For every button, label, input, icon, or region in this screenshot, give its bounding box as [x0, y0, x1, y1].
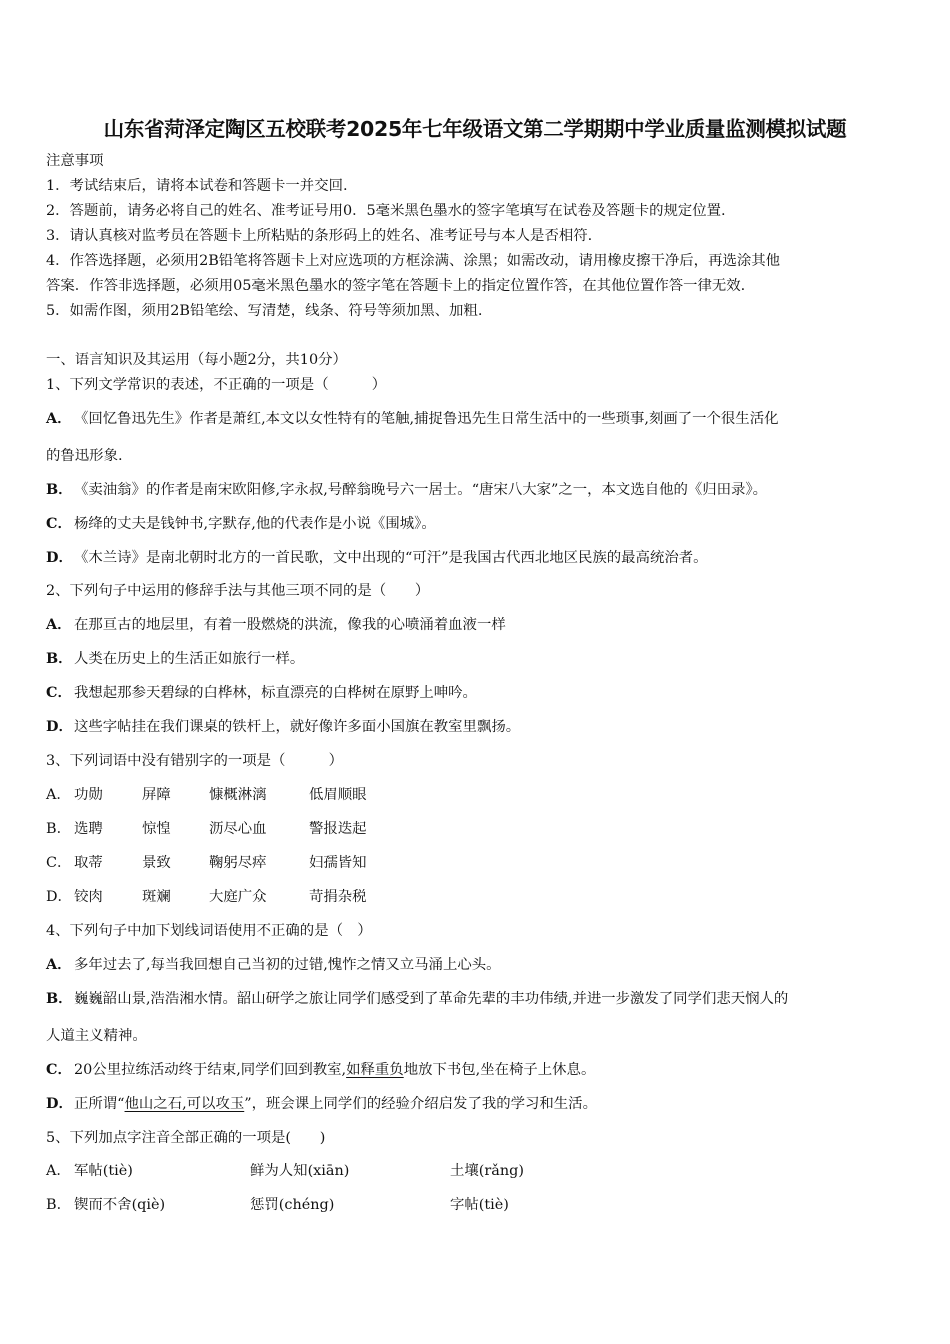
question-2-option-d: [46, 716, 910, 738]
question-1-option-a-continued: 的鲁迅形象.: [46, 448, 123, 464]
option-letter: B．: [46, 990, 73, 1007]
option-word: 屏障: [142, 787, 171, 803]
option-letter: B．: [46, 481, 73, 498]
option-letter: C．: [46, 515, 72, 532]
notice-item: 5．如需作图，须用2B铅笔绘、写清楚，线条、符号等须加黑、加粗.: [46, 303, 483, 319]
option-item: 惩罚(chéng): [250, 1197, 335, 1213]
question-5-stem: 5、下列加点字注音全部正确的一项是( ): [46, 1130, 326, 1146]
option-text: 多年过去了,每当我回想自己当初的过错,: [74, 957, 328, 973]
option-text: 我想起那参天碧绿的白桦林，标直漂亮的白桦树在原野上呻吟。: [74, 685, 477, 701]
option-item: 土壤(rǎng): [450, 1163, 524, 1179]
question-2-option-a: [46, 614, 910, 636]
option-text: 20公里拉练活动终于结束,同学们回到教室,: [74, 1062, 347, 1078]
option-item: 锲而不舍(qiè): [74, 1197, 166, 1213]
option-word: 斑斓: [142, 889, 171, 905]
option-text: 正所谓“: [74, 1096, 125, 1112]
option-letter: D．: [46, 1095, 73, 1112]
question-2-stem: 2、下列句子中运用的修辞手法与其他三项不同的是（ ）: [46, 583, 430, 599]
option-letter: C．: [46, 1061, 72, 1078]
option-text: 韶山景,浩浩湘水情。韶山研学之旅让同学们感受到了革命先辈的丰功伟绩,并进一步激发了同学们悲天悯人的: [102, 991, 789, 1007]
option-letter: A．: [46, 410, 72, 427]
notice-item: 3．请认真核对监考员在答题卡上所粘贴的条形码上的姓名、准考证号与本人是否相符.: [46, 228, 593, 244]
option-text: 人类在历史上的生活正如旅行一样。: [74, 651, 305, 667]
option-word: 沥尽心血: [209, 821, 267, 837]
notice-item: 2．答题前，请务必将自己的姓名、准考证号用0．5毫米黑色墨水的签字笔填写在试卷及答题卡的规定位置.: [46, 203, 726, 219]
option-letter: A．: [46, 787, 71, 803]
question-2-option-b: [46, 648, 910, 670]
section-heading: 一、语言知识及其运用（每小题2分，共10分）: [46, 352, 347, 368]
notice-heading: 注意事项: [46, 153, 104, 169]
option-letter: C．: [46, 855, 72, 871]
notice-item: 4．作答选择题，必须用2B铅笔将答题卡上对应选项的方框涂满、涂黑；如需改动，请用橡皮擦干净后，再选涂其他: [46, 253, 781, 269]
question-4-option-d: [46, 1093, 910, 1115]
question-1-stem: 1、下列文学常识的表述，不正确的一项是（ ）: [46, 377, 387, 393]
option-word: 低眉顺眼: [309, 787, 367, 803]
option-word: 大庭广众: [209, 889, 267, 905]
option-text: ”，班会课上同学们的经验介绍启发了我的学习和生活。: [244, 1096, 597, 1112]
option-word: 慷概淋漓: [209, 787, 267, 803]
option-word: 警报迭起: [309, 821, 367, 837]
question-1-option-c: [46, 513, 910, 535]
question-4-option-c: [46, 1059, 910, 1081]
option-word: 景致: [142, 855, 171, 871]
option-letter: A．: [46, 1163, 71, 1179]
option-word: 鞠躬尽瘁: [209, 855, 267, 871]
option-text: 在那亘古的地层里，有着一股燃烧的洪流，像我的心喷涌着血液一样: [74, 617, 506, 633]
underlined-term: 他山之石,可以攻玉: [124, 1096, 245, 1112]
option-item: 鲜为人知(xiān): [250, 1163, 350, 1179]
question-4-option-b-continued: 人道主义精神。: [46, 1028, 147, 1044]
question-2-option-c: [46, 682, 910, 704]
option-word: 功勋: [74, 787, 103, 803]
option-item: 军帖(tiè): [74, 1163, 133, 1179]
question-1-option-a: [46, 408, 910, 430]
option-letter: A．: [46, 956, 72, 973]
option-text: 地放下书包,坐在椅子上休息。: [403, 1062, 596, 1078]
option-letter: A．: [46, 616, 72, 633]
option-word: 取蒂: [74, 855, 103, 871]
option-letter: B．: [46, 821, 71, 837]
notice-item: 答案．作答非选择题，必须用05毫米黑色墨水的签字笔在答题卡上的指定位置作答，在其他位置作答一律无效.: [46, 278, 746, 294]
option-word: 选聘: [74, 821, 103, 837]
option-letter: B．: [46, 650, 73, 667]
option-item: 字帖(tiè): [450, 1197, 509, 1213]
question-1-option-d: [46, 547, 910, 569]
option-letter: D．: [46, 549, 73, 566]
option-word: 苛捐杂税: [309, 889, 367, 905]
question-4-stem: 4、下列句子中加下划线词语使用不正确的是（ ）: [46, 923, 372, 939]
option-text: 杨绛的丈夫是钱钟书,字默存,他的代表作是小说《围城》。: [74, 516, 436, 532]
option-text: 《木兰诗》是南北朝时北方的一首民歌，文中出现的“可汗”是我国古代西北地区民族的最高统治者。: [74, 550, 708, 566]
option-text: 之情又立马涌上心头。: [356, 957, 501, 973]
option-text: 《回忆鲁迅先生》作者是萧红,本文以女性特有的笔触,捕捉鲁迅先生日常生活中的一些琐事,刻画了一个很生活化: [74, 411, 779, 427]
option-word: 铰肉: [74, 889, 103, 905]
underlined-term: 愧怍: [327, 957, 357, 973]
option-letter: D．: [46, 889, 72, 905]
question-1-option-b: [46, 479, 910, 501]
option-word: 妇孺皆知: [309, 855, 367, 871]
option-letter: D．: [46, 718, 73, 735]
option-word: 惊惶: [142, 821, 171, 837]
option-letter: C．: [46, 684, 72, 701]
option-letter: B．: [46, 1197, 71, 1213]
option-text: 《卖油翁》的作者是南宋欧阳修,字永叔,号醉翁晚号六一居士。“唐宋八大家”之一，本文选自他的《归田录》。: [74, 482, 768, 498]
question-4-option-b: [46, 988, 910, 1010]
question-3-stem: 3、下列词语中没有错别字的一项是（ ）: [46, 753, 343, 769]
question-4-option-a: [46, 954, 910, 976]
notice-item: 1．考试结束后，请将本试卷和答题卡一并交回.: [46, 178, 348, 194]
option-text: 这些字帖挂在我们课桌的铁杆上，就好像许多面小国旗在教室里飘扬。: [74, 719, 521, 735]
page-title: 山东省菏泽定陶区五校联考2025年七年级语文第二学期期中学业质量监测模拟试题: [103, 117, 847, 141]
underlined-term: 巍巍: [74, 991, 103, 1007]
underlined-term: 如释重负: [346, 1062, 404, 1078]
